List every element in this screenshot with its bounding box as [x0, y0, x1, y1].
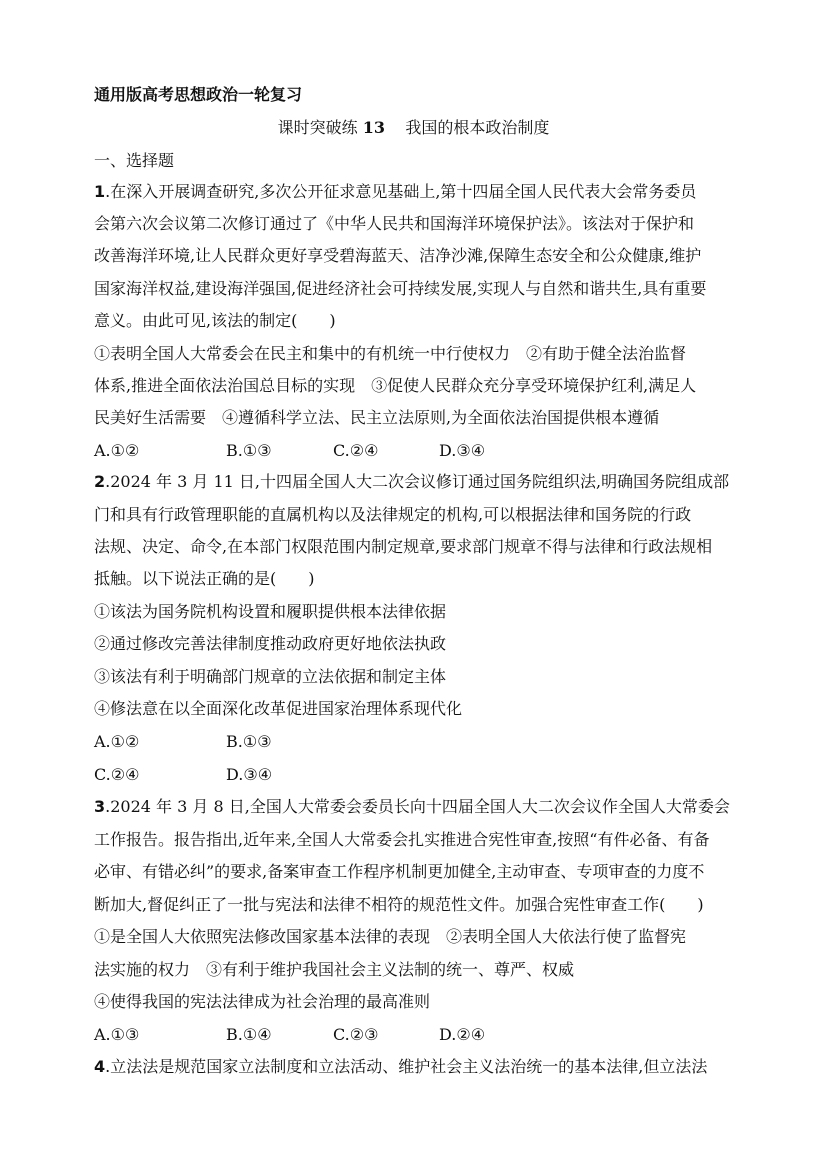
question-1-line-1: 1.在深入开展调查研究,多次公开征求意见基础上,第十四届全国人民代表大会常务委员 [94, 182, 697, 201]
page-title [0, 117, 827, 139]
question-2-statement-4: ④修法意在以全面深化改革促进国家治理体系现代化 [94, 699, 463, 718]
question-3-statement-line-2: 法实施的权力 ③有利于维护我国社会主义法制的统一、尊严、权威 [94, 960, 575, 979]
question-4-line-1: 4.立法法是规范国家立法制度和立法活动、维护社会主义法治统一的基本法律,但立法法 [94, 1057, 708, 1076]
question-1-statement-line-1: ①表明全国人大常委会在民主和集中的有机统一中行使权力 ②有助于健全法治监督 [94, 344, 687, 363]
question-2-option-b[interactable]: B.①③ [226, 732, 272, 751]
question-2-option-a[interactable]: A.①② [94, 732, 140, 751]
document-header: 通用版高考思想政治一轮复习 [94, 85, 303, 104]
title-number: 13 [362, 118, 385, 137]
question-1-option-b[interactable]: B.①③ [226, 441, 272, 460]
question-2-line-2: 门和具有行政管理职能的直属机构以及法律规定的机构,可以根据法律和国务院的行政 [94, 505, 692, 524]
question-3-statement-line-1: ①是全国人大依照宪法修改国家基本法律的表现 ②表明全国人大依法行使了监督宪 [94, 927, 687, 946]
section-heading: 一、选择题 [94, 151, 175, 170]
question-1-option-a[interactable]: A.①② [94, 441, 140, 460]
question-2-statement-3: ③该法有利于明确部门规章的立法依据和制定主体 [94, 667, 447, 686]
question-1-number: 1 [94, 182, 106, 201]
question-3-line-2: 工作报告。报告指出,近年来,全国人大常委会扎实推进合宪性审查,按照“有件必备、有备 [94, 830, 710, 849]
question-2-option-d[interactable]: D.③④ [226, 765, 273, 784]
question-2-line-1: 2.2024 年 3 月 11 日,十四届全国人大二次会议修订通过国务院组织法,明确国务院组成部 [94, 472, 730, 491]
question-3-line-4: 断加大,督促纠正了一批与宪法和法律不相符的规范性文件。加强合宪性审查工作( ) [94, 895, 704, 914]
question-1-option-d[interactable]: D.③④ [439, 441, 486, 460]
question-4-number: 4 [94, 1057, 106, 1076]
title-topic: 我国的根本政治制度 [405, 118, 550, 137]
question-2-statement-2: ②通过修改完善法律制度推动政府更好地依法执政 [94, 634, 447, 653]
question-2-line-3: 法规、决定、命令,在本部门权限范围内制定规章,要求部门规章不得与法律和行政法规相 [94, 537, 713, 556]
question-2-option-c[interactable]: C.②④ [94, 765, 140, 784]
question-1-line-2: 会第六次会议第二次修订通过了《中华人民共和国海洋环境保护法》。该法对于保护和 [94, 214, 695, 233]
question-3-line-1: 3.2024 年 3 月 8 日,全国人大常委会委员长向十四届全国人大二次会议作全国人大常委会 [94, 797, 730, 816]
question-1-statement-line-2: 体系,推进全面依法治国总目标的实现 ③促使人民群众充分享受环境保护红利,满足人 [94, 376, 697, 395]
question-2-number: 2 [94, 472, 106, 491]
question-1-line-3: 改善海洋环境,让人民群众更好享受碧海蓝天、洁净沙滩,保障生态安全和公众健康,维护 [94, 246, 702, 265]
question-3-option-d[interactable]: D.②④ [439, 1025, 486, 1044]
question-3-option-b[interactable]: B.①④ [226, 1025, 272, 1044]
question-1-option-c[interactable]: C.②④ [333, 441, 379, 460]
question-3-option-c[interactable]: C.②③ [333, 1025, 379, 1044]
question-3-number: 3 [94, 797, 106, 816]
question-3-line-3: 必审、有错必纠”的要求,备案审查工作程序机制更加健全,主动审查、专项审查的力度不 [94, 862, 705, 881]
title-prefix: 课时突破练 [277, 118, 358, 137]
question-2-statement-1: ①该法为国务院机构设置和履职提供根本法律依据 [94, 602, 447, 621]
question-1-statement-line-3: 民美好生活需要 ④遵循科学立法、民主立法原则,为全面依法治国提供根本遵循 [94, 408, 660, 427]
question-1-line-4: 国家海洋权益,建设海洋强国,促进经济社会可持续发展,实现人与自然和谐共生,具有重要 [94, 279, 707, 298]
question-3-option-a[interactable]: A.①③ [94, 1025, 140, 1044]
question-3-statement-line-3: ④使得我国的宪法法律成为社会治理的最高准则 [94, 992, 431, 1011]
question-2-line-4: 抵触。以下说法正确的是( ) [94, 569, 315, 588]
question-1-line-5: 意义。由此可见,该法的制定( ) [94, 311, 336, 330]
